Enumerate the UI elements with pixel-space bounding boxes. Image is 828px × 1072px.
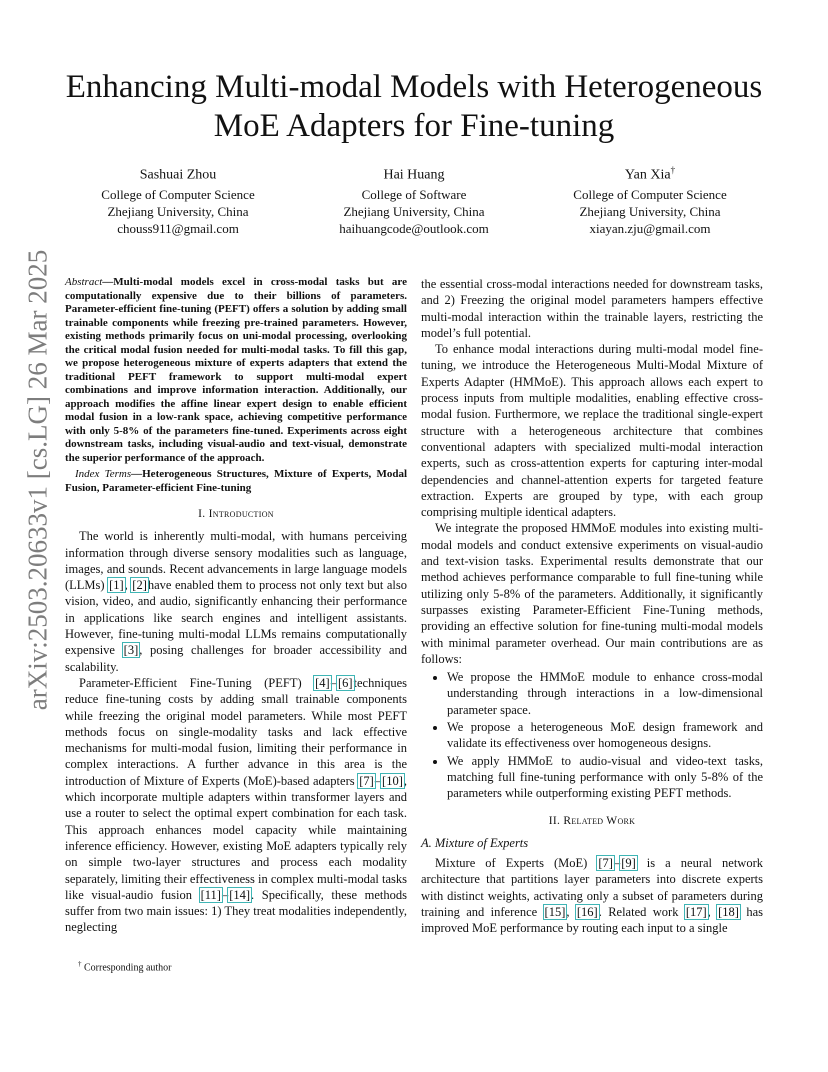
citation-link[interactable]: [18] <box>718 904 739 919</box>
subsection-heading: A. Mixture of Experts <box>421 835 529 850</box>
title-line-2: MoE Adapters for Fine-tuning <box>213 108 615 144</box>
citation-link[interactable]: [6] <box>337 675 353 690</box>
section-heading-introduction: I. Introduction <box>198 508 274 520</box>
author-1 <box>60 162 296 237</box>
citation-link[interactable]: [14] <box>229 887 251 902</box>
list-item: • We apply HMMoE to audio-visual and video-text tasks, matching full fine-tuning performance with only 5-8% of the parameters while outperforming existing PEFT methods. <box>447 753 763 802</box>
author-3 <box>532 162 768 237</box>
citation-link[interactable]: [7] <box>598 856 613 871</box>
author-email: haihuangcode@outlook.com <box>339 220 489 236</box>
author-2 <box>296 162 532 237</box>
footnote-text: Corresponding author <box>81 962 172 974</box>
author-name: Hai Huang <box>383 167 445 183</box>
citation-link[interactable]: [3] <box>123 643 139 658</box>
right-column <box>421 276 763 937</box>
citation-link[interactable]: [4] <box>315 675 330 690</box>
intro-paragraph-3: the essential cross-modal interactions needed for downstream tasks, and 2) Freezing the original model parameters hampers effective multi-modal interaction within the trainable layers, restricting the model’s full potential. <box>421 277 763 340</box>
author-affiliation: College of Software <box>361 186 467 202</box>
abstract: Abstract—Multi-modal models excel in cross-modal tasks but are computationally expensive due to their billions of parameters. Parameter-efficient fine-tuning (PEFT) offers a solution by adding small trainable components while freezing pre-trained parameters. However, existing methods primarily focus on uni-modal processing, overlooking the critical modal fusion needed for multi-modal tasks. To fill this gap, we propose heterogeneous mixture of experts adapters that extend the traditional PEFT framework to support multi-modal expert combinations and improve information interaction. Additionally, our approach modifies the affine linear expert design to enable efficient modal fusion in a low-rank space, achieving competitive performance with only 5-8% of the parameters fine-tuned. Experiments across eight downstream tasks, including visual-audio and text-visual, demonstrate the superior performance of the approach. <box>65 276 407 464</box>
author-name: Yan Xia† <box>624 165 676 183</box>
section-heading-related-work: II. Related Work <box>548 814 636 827</box>
citation-link[interactable]: [11] <box>200 887 221 902</box>
author-block <box>60 162 768 237</box>
list-item: • We propose a heterogeneous MoE design framework and validate its effectiveness over homogeneous designs. <box>447 719 763 752</box>
left-column <box>65 276 407 936</box>
intro-paragraph-4: To enhance modal interactions during multi-modal model fine-tuning, we introduce the Heterogeneous Multi-Modal Mixture of Experts Adapter (HMMoE). This approach allows each expert to process inputs from multiple modalities, enabling effective cross-modal fusion. Furthermore, we replace the traditional single-expert structure with a heterogeneous architecture that combines conventional adapters with specialized multi-modal interaction experts, such as cross-attention experts for capturing inter-modal dependencies and channel-attention experts for targeted feature extraction. Experts are grouped by type, with each group comprising multiple identical adapters. <box>421 342 763 520</box>
author-affiliation: College of Computer Science <box>101 186 255 202</box>
list-item: • We propose the HMMoE module to enhance cross-modal understanding through interactions in a low-dimensional parameter space. <box>447 669 763 718</box>
citation-link[interactable]: [1] <box>109 578 124 593</box>
footnote <box>78 958 172 974</box>
contributions-list <box>421 669 763 801</box>
intro-paragraph-5: We integrate the proposed HMMoE modules into existing multi-modal models and conduct extensive experiments on visual-audio and text-vision tasks. Experimental results demonstrate that our method achieves performance comparable to full fine-tuning while utilizing only 5-8% of the parameters. Additionally, it significantly surpasses existing Parameter-Efficient Fine-Tuning methods, providing an effective solution for fine-tuning multi-modal models with minimal parameter overhead. Our main contributions are as follows: <box>421 521 763 666</box>
author-affiliation: College of Computer Science <box>573 186 727 202</box>
paper-title <box>0 68 828 146</box>
author-email: xiayan.zju@gmail.com <box>589 220 711 236</box>
citation-link[interactable]: [17] <box>685 904 707 919</box>
author-institution: Zhejiang University, China <box>343 203 485 219</box>
author-institution: Zhejiang University, China <box>579 203 721 219</box>
title-line-1: Enhancing Multi-modal Models with Heterogeneous <box>65 69 763 105</box>
related-paragraph-1: Mixture of Experts (MoE) [7]–[9] is a neural network architecture that partitions layer parameters into discrete experts with distinct weights, activating only a subset of parameters during training and inference [15], [16]. Related work [17], [18] has improved MoE performance by routing each input to a single <box>421 856 764 936</box>
intro-paragraph-2: Parameter-Efficient Fine-Tuning (PEFT) [4]–[6]techniques reduce fine-tuning costs by adding small trainable components while freezing the original model parameters. While most PEFT methods focus on single-modality tasks and lack effective mechanisms for multi-modal fusion, limiting their performance in complex interactions. A further advance in this area is the introduction of Mixture of Experts (MoE)-based adapters [7]–[10], which incorporate multiple adapters within transformer layers and use a router to select the optimal expert combination for each task. This approach enhances model capacity while maintaining inference efficiency. However, existing MoE adapters typically rely on simple two-layer structures and process each modality separately, limiting their effectiveness in complex multi-modal tasks like visual-audio fusion [11]–[14]. Specifically, these methods suffer from two main issues: 1) They treat modalities independently, neglecting <box>65 675 407 935</box>
citation-link[interactable]: [9] <box>621 856 636 871</box>
arxiv-stamp <box>17 249 59 711</box>
author-name: Sashuai Zhou <box>139 167 217 183</box>
intro-paragraph-1: The world is inherently multi-modal, with humans perceiving information through diverse sensory modalities such as language, images, and sounds. Recent advancements in large language models (LLMs) [1], [2]have enabled them to process not only text but also vision, video, and audio, significantly enhancing their performance in applications like search engines and intelligent assistants. However, fine-tuning multi-modal LLMs remains computationally expensive [3], posing challenges for broader accessibility and scalability. <box>65 529 408 674</box>
citation-link[interactable]: [16] <box>576 904 598 919</box>
author-email: chouss911@gmail.com <box>117 220 239 236</box>
index-terms: Index Terms—Heterogeneous Structures, Mixture of Experts, Modal Fusion, Parameter-efficient Fine-tuning <box>65 468 407 494</box>
citation-link[interactable]: [15] <box>544 904 566 919</box>
author-institution: Zhejiang University, China <box>107 203 249 219</box>
arxiv-identifier: arXiv:2503.20633v1 [cs.LG] 26 Mar 2025 <box>22 249 53 711</box>
citation-link[interactable]: [2] <box>132 578 147 593</box>
citation-link[interactable]: [7] <box>359 773 374 788</box>
citation-link[interactable]: [10] <box>382 773 403 788</box>
footnote-mark: † <box>78 960 82 968</box>
